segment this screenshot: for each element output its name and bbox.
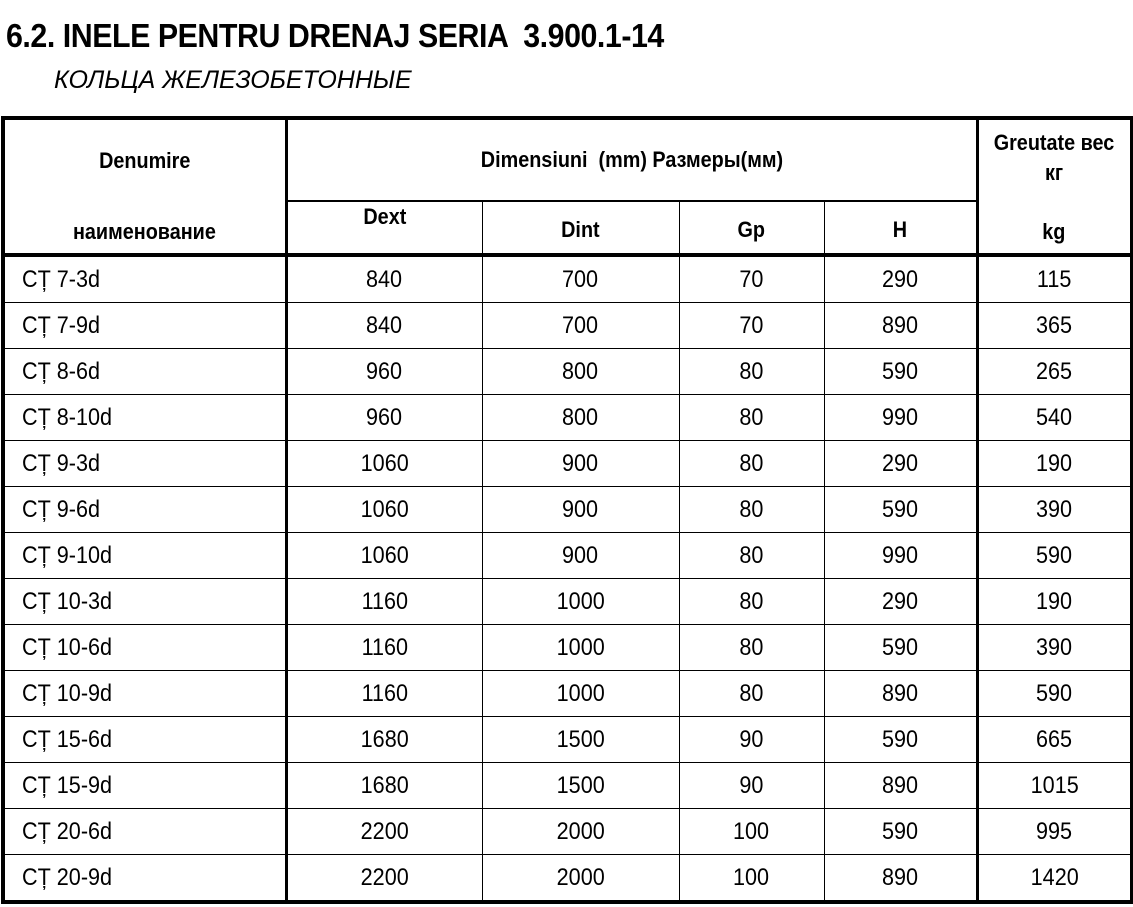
header-weight-unit: kg: [1042, 219, 1066, 244]
cell-weight: 365: [977, 303, 1132, 349]
table-row: [3, 763, 1132, 809]
cell-gp: 80: [679, 625, 824, 671]
cell-name: CȚ 8-10d: [3, 395, 286, 441]
header-dint: Dint: [482, 201, 679, 255]
cell-h: 890: [824, 763, 977, 809]
cell-name: CȚ 20-9d: [3, 855, 286, 903]
table-row: [3, 395, 1132, 441]
cell-dext: 1060: [286, 487, 482, 533]
cell-weight: 590: [977, 671, 1132, 717]
header-weight-unit-ru: кг: [1045, 160, 1064, 185]
header-gp: Gp: [679, 201, 824, 255]
table-row: [3, 855, 1132, 903]
cell-h: 590: [824, 625, 977, 671]
table-row: [3, 349, 1132, 395]
cell-gp: 90: [679, 717, 824, 763]
cell-dext: 960: [286, 395, 482, 441]
cell-dint: 800: [482, 349, 679, 395]
cell-name: CȚ 20-6d: [3, 809, 286, 855]
cell-name: CȚ 9-10d: [3, 533, 286, 579]
cell-h: 590: [824, 487, 977, 533]
cell-weight: 190: [977, 579, 1132, 625]
header-h: H: [824, 201, 977, 255]
cell-name: CȚ 10-6d: [3, 625, 286, 671]
cell-weight: 115: [977, 255, 1132, 303]
page-title: 6.2. INELE PENTRU DRENAJ SERIA 3.900.1-14: [6, 17, 664, 54]
cell-h: 290: [824, 579, 977, 625]
cell-dext: 1060: [286, 533, 482, 579]
cell-weight: 190: [977, 441, 1132, 487]
cell-dext: 1160: [286, 579, 482, 625]
cell-dint: 700: [482, 255, 679, 303]
cell-dext: 1160: [286, 625, 482, 671]
cell-dint: 800: [482, 395, 679, 441]
cell-dint: 900: [482, 487, 679, 533]
table-row: [3, 303, 1132, 349]
header-name-cell: [3, 118, 286, 255]
cell-weight: 390: [977, 625, 1132, 671]
cell-gp: 80: [679, 395, 824, 441]
cell-dint: 1000: [482, 671, 679, 717]
cell-gp: 100: [679, 855, 824, 903]
table-row: [3, 717, 1132, 763]
cell-dint: 2000: [482, 855, 679, 903]
cell-dext: 1060: [286, 441, 482, 487]
cell-h: 290: [824, 255, 977, 303]
cell-name: CȚ 15-9d: [3, 763, 286, 809]
cell-dint: 900: [482, 441, 679, 487]
cell-weight: 540: [977, 395, 1132, 441]
cell-name: CȚ 8-6d: [3, 349, 286, 395]
cell-dint: 1000: [482, 625, 679, 671]
cell-dext: 960: [286, 349, 482, 395]
cell-h: 590: [824, 809, 977, 855]
cell-gp: 70: [679, 255, 824, 303]
cell-h: 890: [824, 855, 977, 903]
cell-name: CȚ 7-9d: [3, 303, 286, 349]
cell-name: CȚ 15-6d: [3, 717, 286, 763]
cell-gp: 80: [679, 487, 824, 533]
table-header: [3, 118, 1132, 255]
cell-dext: 1680: [286, 763, 482, 809]
cell-weight: 590: [977, 533, 1132, 579]
cell-gp: 90: [679, 763, 824, 809]
header-weight-label: Greutate вес: [993, 130, 1115, 155]
cell-h: 990: [824, 533, 977, 579]
cell-h: 590: [824, 717, 977, 763]
cell-h: 990: [824, 395, 977, 441]
table-row: [3, 579, 1132, 625]
cell-dext: 2200: [286, 809, 482, 855]
cell-gp: 80: [679, 349, 824, 395]
table-row: [3, 533, 1132, 579]
header-name-ro: Denumire: [99, 148, 191, 173]
cell-dext: 840: [286, 255, 482, 303]
header-dext: Dext: [286, 201, 482, 255]
header-dimensions-label: Dimensiuni (mm) Размеры(мм): [480, 147, 783, 172]
cell-name: CȚ 7-3d: [3, 255, 286, 303]
cell-name: CȚ 9-3d: [3, 441, 286, 487]
cell-dint: 1500: [482, 763, 679, 809]
cell-dint: 1500: [482, 717, 679, 763]
cell-name: CȚ 10-9d: [3, 671, 286, 717]
table-body: [3, 255, 1132, 902]
drainage-rings-table: [1, 116, 1133, 904]
cell-dext: 1680: [286, 717, 482, 763]
cell-weight: 265: [977, 349, 1132, 395]
cell-gp: 80: [679, 441, 824, 487]
cell-gp: 80: [679, 671, 824, 717]
cell-dint: 700: [482, 303, 679, 349]
cell-h: 890: [824, 671, 977, 717]
cell-weight: 1420: [977, 855, 1132, 903]
cell-weight: 390: [977, 487, 1132, 533]
page-subtitle: КОЛЬЦА ЖЕЛЕЗОБЕТОННЫЕ: [54, 66, 412, 94]
cell-dext: 2200: [286, 855, 482, 903]
cell-dext: 1160: [286, 671, 482, 717]
cell-h: 890: [824, 303, 977, 349]
table-row: [3, 809, 1132, 855]
table-row: [3, 441, 1132, 487]
cell-gp: 70: [679, 303, 824, 349]
cell-dint: 1000: [482, 579, 679, 625]
cell-weight: 665: [977, 717, 1132, 763]
cell-gp: 80: [679, 533, 824, 579]
cell-dint: 900: [482, 533, 679, 579]
cell-name: CȚ 9-6d: [3, 487, 286, 533]
header-dimensions: [286, 118, 977, 201]
cell-h: 590: [824, 349, 977, 395]
cell-gp: 80: [679, 579, 824, 625]
cell-h: 290: [824, 441, 977, 487]
table-row: [3, 671, 1132, 717]
cell-dint: 2000: [482, 809, 679, 855]
cell-dext: 840: [286, 303, 482, 349]
table-row: [3, 487, 1132, 533]
cell-gp: 100: [679, 809, 824, 855]
cell-weight: 995: [977, 809, 1132, 855]
table-row: [3, 625, 1132, 671]
table-row: [3, 255, 1132, 303]
header-weight-cell: [977, 118, 1132, 255]
cell-weight: 1015: [977, 763, 1132, 809]
cell-name: CȚ 10-3d: [3, 579, 286, 625]
header-name-ru: наименование: [73, 219, 217, 244]
